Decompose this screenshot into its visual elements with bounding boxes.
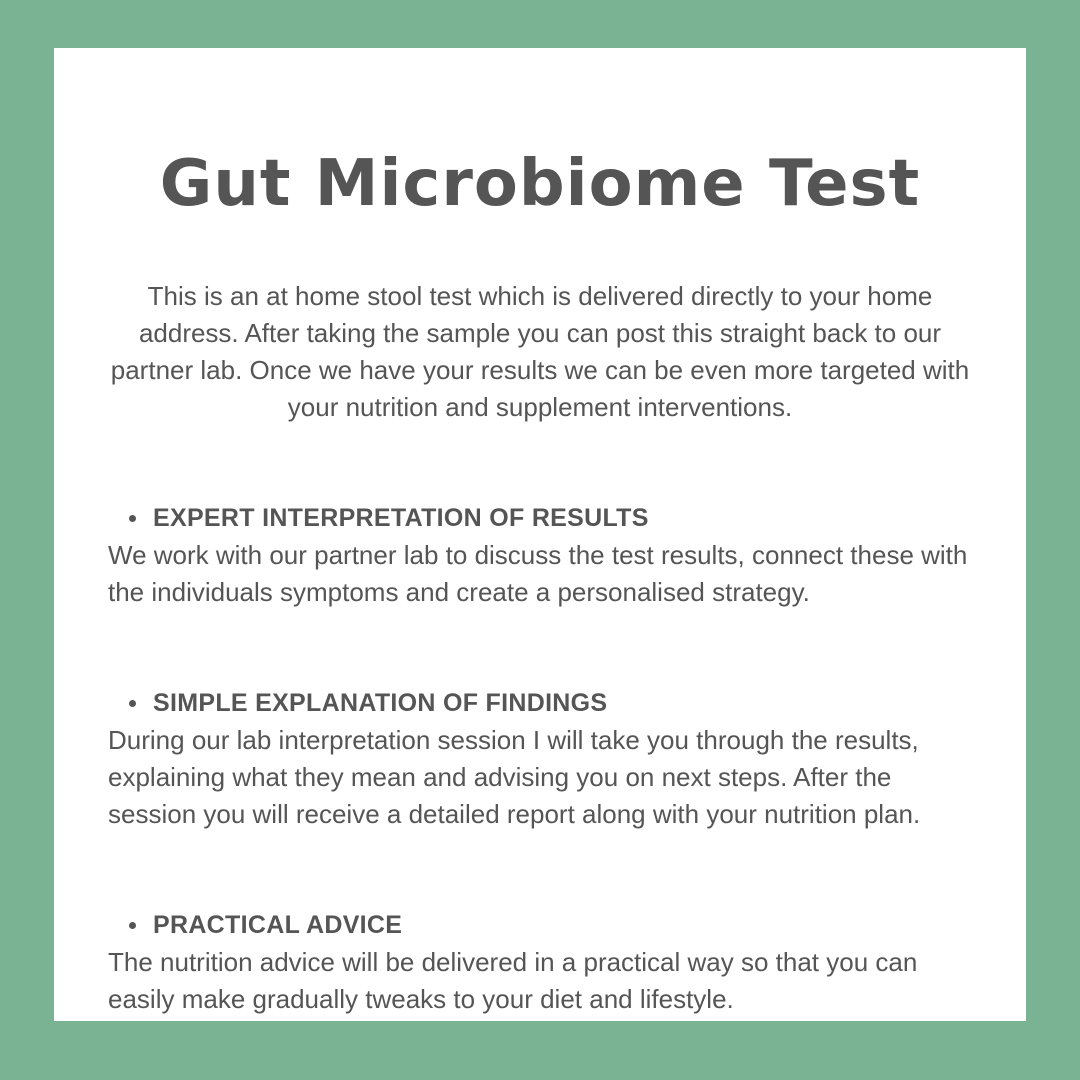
section-body: During our lab interpretation session I will take you through the results, explaining what they mean and advising you on next steps. After the session you will receive a detailed report along with your nutrition plan. bbox=[108, 725, 921, 829]
bullet-icon bbox=[129, 700, 136, 707]
section-heading-row bbox=[108, 907, 978, 944]
section-expert-interpretation bbox=[108, 500, 978, 611]
bullet-icon bbox=[129, 922, 136, 929]
section-practical-advice bbox=[108, 907, 978, 1018]
section-body: The nutrition advice will be delivered in a practical way so that you can easily make gradually tweaks to your diet and lifestyle. bbox=[108, 947, 918, 1014]
intro-paragraph: This is an at home stool test which is delivered directly to your home address. After taking the sample you can post this straight back to our partner lab. Once we have your results we can be even more targeted with your nutrition and supplement interventions. bbox=[110, 281, 970, 422]
section-heading: EXPERT INTERPRETATION OF RESULTS bbox=[153, 504, 649, 532]
section-body: We work with our partner lab to discuss the test results, connect these with the individuals symptoms and create a personalised strategy. bbox=[108, 540, 968, 607]
section-heading: PRACTICAL ADVICE bbox=[153, 911, 403, 939]
section-heading: SIMPLE EXPLANATION OF FINDINGS bbox=[153, 689, 608, 717]
section-simple-explanation bbox=[108, 685, 978, 833]
bullet-icon bbox=[129, 515, 136, 522]
page-title: Gut Microbiome Test bbox=[159, 147, 921, 221]
section-heading-row bbox=[108, 685, 978, 722]
section-heading-row bbox=[108, 500, 978, 537]
content-card bbox=[54, 48, 1026, 1021]
